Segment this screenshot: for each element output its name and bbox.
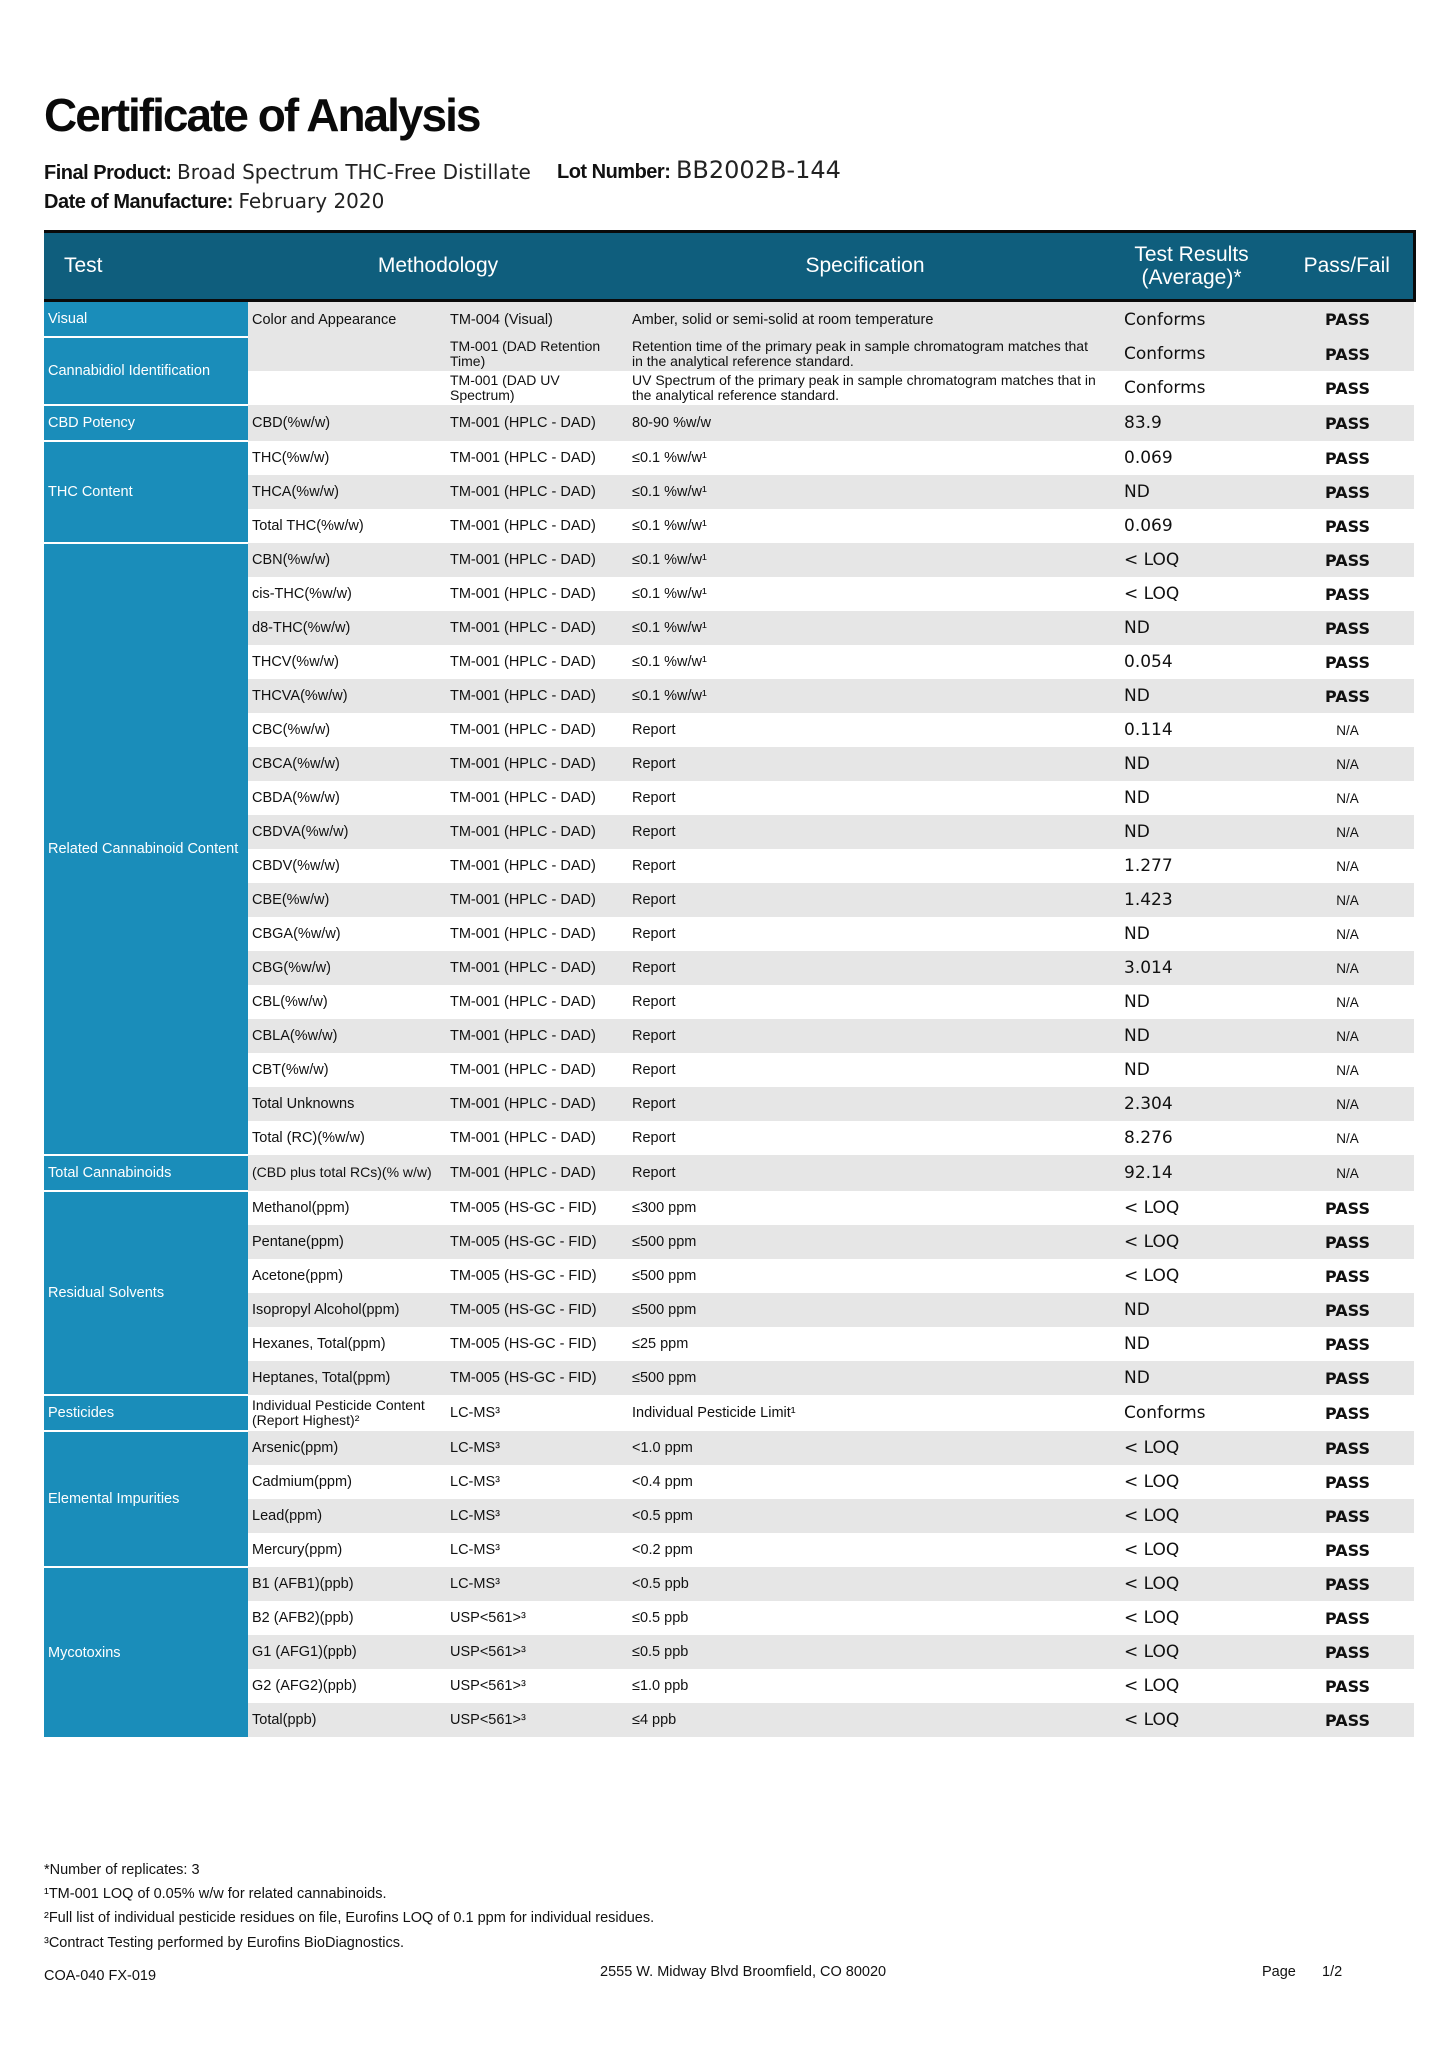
test-result: 0.054 — [1124, 652, 1173, 672]
category-label: Related Cannabinoid Content — [44, 543, 248, 1155]
col-test: Test — [44, 232, 248, 301]
table-row — [44, 1191, 1414, 1225]
category-label: Elemental Impurities — [44, 1431, 248, 1567]
specification: ≤500 ppm — [628, 1225, 1102, 1259]
pass-fail: PASS — [1325, 448, 1370, 468]
test-item — [248, 337, 446, 371]
test-result: < LOQ — [1102, 1635, 1281, 1669]
test-item: Total(ppb) — [248, 1703, 446, 1737]
pass-fail: PASS — [1325, 1334, 1370, 1354]
test-item: THC(%w/w) — [252, 450, 330, 466]
method: TM-001 (HPLC - DAD) — [446, 611, 628, 645]
method: TM-005 (HS-GC - FID) — [446, 1361, 628, 1395]
category-label: CBD Potency — [44, 405, 248, 441]
test-item: Color and Appearance — [248, 301, 446, 338]
table-row — [44, 1087, 1414, 1121]
specification: ≤25 ppm — [632, 1336, 689, 1352]
method: TM-001 (HPLC - DAD) — [450, 586, 596, 602]
method: TM-001 (HPLC - DAD) — [446, 1155, 628, 1191]
test-item: Isopropyl Alcohol(ppm) — [248, 1293, 446, 1327]
table-row — [44, 747, 1414, 781]
method: TM-001 (HPLC - DAD) — [446, 747, 628, 781]
test-result: 8.276 — [1124, 1128, 1173, 1148]
test-item: Individual Pesticide Content (Report Highest)² — [252, 1396, 425, 1428]
table-row — [44, 1327, 1414, 1361]
specification: Report — [628, 951, 1102, 985]
method: TM-001 (HPLC - DAD) — [450, 790, 596, 806]
test-item: THCV(%w/w) — [252, 654, 339, 670]
table-row — [44, 645, 1414, 679]
table-row — [44, 815, 1414, 849]
table-row — [44, 405, 1414, 441]
lot-number — [557, 156, 841, 184]
col-pass-fail: Pass/Fail — [1281, 232, 1414, 301]
method: LC-MS³ — [446, 1499, 628, 1533]
test-item: cis-THC(%w/w) — [252, 586, 352, 602]
table-row — [44, 441, 1414, 475]
test-result: ND — [1124, 992, 1150, 1012]
analysis-table — [44, 230, 1416, 1737]
col-specification: Specification — [628, 232, 1102, 301]
method: USP<561>³ — [446, 1635, 628, 1669]
test-result: < LOQ — [1102, 1703, 1281, 1737]
document-title: Certificate of Analysis — [44, 89, 480, 141]
specification: Retention time of the primary peak in sample chromatogram matches that in the analytical reference standard. — [628, 337, 1102, 371]
test-item: Acetone(ppm) — [252, 1268, 344, 1284]
specification: Report — [628, 1087, 1102, 1121]
test-item: CBCA(%w/w) — [248, 747, 446, 781]
test-result: < LOQ — [1124, 1676, 1180, 1696]
table-row — [44, 611, 1414, 645]
test-item: (CBD plus total RCs)(% w/w) — [248, 1155, 446, 1191]
note-replicates: *Number of replicates: 3 — [44, 1862, 200, 1878]
specification: ≤500 ppm — [628, 1293, 1102, 1327]
specification: ≤0.1 %w/w¹ — [632, 518, 707, 534]
table-row — [44, 1431, 1414, 1465]
category-label: Visual — [44, 301, 248, 338]
method: TM-001 (HPLC - DAD) — [450, 1062, 596, 1078]
method: TM-001 (HPLC - DAD) — [446, 951, 628, 985]
specification: ≤500 ppm — [632, 1268, 697, 1284]
test-result: < LOQ — [1124, 1472, 1180, 1492]
table-row — [44, 781, 1414, 815]
test-result: 1.423 — [1102, 883, 1281, 917]
note-3: ³Contract Testing performed by Eurofins BioDiagnostics. — [44, 1935, 404, 1951]
method: TM-005 (HS-GC - FID) — [450, 1200, 597, 1216]
pass-fail: PASS — [1281, 1361, 1414, 1395]
test-item: B2 (AFB2)(ppb) — [252, 1610, 354, 1626]
date-label: Date of Manufacture: — [44, 191, 233, 213]
test-result: < LOQ — [1124, 1540, 1180, 1560]
pass-fail: N/A — [1336, 994, 1359, 1010]
test-item: Lead(ppm) — [248, 1499, 446, 1533]
pass-fail: PASS — [1325, 1540, 1370, 1560]
test-item: B1 (AFB1)(ppb) — [248, 1567, 446, 1601]
test-item: CBC(%w/w) — [252, 722, 331, 738]
specification: Report — [632, 994, 676, 1010]
table-row — [44, 1259, 1414, 1293]
test-result: < LOQ — [1102, 543, 1281, 577]
test-item: Methanol(ppm) — [252, 1200, 350, 1216]
pass-fail: PASS — [1325, 1676, 1370, 1696]
specification: ≤1.0 ppb — [632, 1678, 689, 1694]
test-item: CBDV(%w/w) — [252, 858, 340, 874]
pass-fail: PASS — [1281, 1499, 1414, 1533]
pass-fail: PASS — [1325, 378, 1370, 398]
test-result: ND — [1124, 924, 1150, 944]
table-row — [44, 1053, 1414, 1087]
specification: Report — [628, 1019, 1102, 1053]
specification: Report — [632, 790, 676, 806]
specification: Report — [628, 1155, 1102, 1191]
test-result: ND — [1124, 1060, 1150, 1080]
pass-fail: PASS — [1325, 1608, 1370, 1628]
form-id: COA-040 FX-019 — [44, 1968, 157, 1984]
method: TM-001 (HPLC - DAD) — [450, 654, 596, 670]
method: LC-MS³ — [450, 1474, 500, 1490]
category-label: Mycotoxins — [44, 1567, 248, 1737]
test-item: CBGA(%w/w) — [252, 926, 341, 942]
test-item: CBE(%w/w) — [248, 883, 446, 917]
test-item: CBN(%w/w) — [248, 543, 446, 577]
table-row — [44, 1601, 1414, 1635]
test-result: 83.9 — [1102, 405, 1281, 441]
table-row — [44, 713, 1414, 747]
pass-fail: N/A — [1336, 1130, 1359, 1146]
table-row — [44, 1395, 1414, 1431]
table-row — [44, 1499, 1414, 1533]
specification: Amber, solid or semi-solid at room temperature — [628, 301, 1102, 338]
test-result: < LOQ — [1124, 1198, 1180, 1218]
method: LC-MS³ — [446, 1431, 628, 1465]
test-result: 3.014 — [1102, 951, 1281, 985]
method: LC-MS³ — [450, 1542, 500, 1558]
method: TM-001 (HPLC - DAD) — [446, 679, 628, 713]
table-row — [44, 985, 1414, 1019]
pass-fail: PASS — [1325, 1472, 1370, 1492]
specification: Report — [632, 858, 676, 874]
specification: ≤4 ppb — [628, 1703, 1102, 1737]
pass-fail: N/A — [1336, 926, 1359, 942]
col-methodology: Methodology — [248, 232, 628, 301]
method: TM-004 (Visual) — [446, 301, 628, 338]
pass-fail: PASS — [1325, 1403, 1370, 1423]
page-label: Page — [1262, 1964, 1296, 1980]
test-result: 92.14 — [1102, 1155, 1281, 1191]
pass-fail: N/A — [1281, 1087, 1414, 1121]
test-item — [248, 371, 446, 405]
test-result: ND — [1102, 747, 1281, 781]
table-row — [44, 577, 1414, 611]
method: TM-001 (HPLC - DAD) — [446, 883, 628, 917]
specification: <0.4 ppm — [632, 1474, 693, 1490]
note-1: ¹TM-001 LOQ of 0.05% w/w for related cannabinoids. — [44, 1886, 387, 1902]
method: TM-001 (HPLC - DAD) — [450, 858, 596, 874]
test-result: Conforms — [1102, 301, 1281, 338]
pass-fail: PASS — [1281, 405, 1414, 441]
date-value: February 2020 — [238, 189, 385, 213]
table-row — [44, 1361, 1414, 1395]
specification: ≤0.1 %w/w¹ — [632, 654, 707, 670]
specification: <0.2 ppm — [632, 1542, 693, 1558]
table-row — [44, 1155, 1414, 1191]
test-item: Pentane(ppm) — [248, 1225, 446, 1259]
method: LC-MS³ — [450, 1405, 500, 1421]
page-number: 1/2 — [1322, 1964, 1343, 1980]
test-item: G2 (AFG2)(ppb) — [252, 1678, 357, 1694]
test-result: ND — [1102, 1361, 1281, 1395]
method: TM-001 (DAD UV Spectrum) — [450, 371, 560, 403]
specification: 80-90 %w/w — [628, 405, 1102, 441]
table-row — [44, 1533, 1414, 1567]
test-item: THCVA(%w/w) — [248, 679, 446, 713]
method: TM-001 (HPLC - DAD) — [446, 1019, 628, 1053]
footer-address: 2555 W. Midway Blvd Broomfield, CO 80020 — [600, 1964, 887, 1980]
category-label: Cannabidiol Identification — [44, 337, 248, 405]
test-result: Conforms — [1124, 378, 1206, 398]
pass-fail: N/A — [1336, 722, 1359, 738]
pass-fail: N/A — [1281, 747, 1414, 781]
table-row — [44, 301, 1414, 338]
table-row — [44, 337, 1414, 371]
table-row — [44, 543, 1414, 577]
final-product — [44, 160, 531, 185]
test-result: ND — [1102, 815, 1281, 849]
method: TM-001 (HPLC - DAD) — [450, 926, 596, 942]
pass-fail: PASS — [1281, 1703, 1414, 1737]
test-result: ND — [1102, 1019, 1281, 1053]
test-result: < LOQ — [1124, 1608, 1180, 1628]
test-result: < LOQ — [1102, 1431, 1281, 1465]
pass-fail: PASS — [1281, 337, 1414, 371]
method: LC-MS³ — [446, 1567, 628, 1601]
method: USP<561>³ — [450, 1678, 526, 1694]
test-result: ND — [1102, 475, 1281, 509]
test-result: < LOQ — [1124, 1266, 1180, 1286]
pass-fail: N/A — [1281, 1019, 1414, 1053]
method: TM-005 (HS-GC - FID) — [446, 1225, 628, 1259]
pass-fail: N/A — [1281, 951, 1414, 985]
category-label: Residual Solvents — [44, 1191, 248, 1395]
method: USP<561>³ — [450, 1610, 526, 1626]
method: TM-001 (HPLC - DAD) — [446, 405, 628, 441]
test-item: CBL(%w/w) — [252, 994, 328, 1010]
method: TM-005 (HS-GC - FID) — [450, 1336, 597, 1352]
pass-fail: PASS — [1325, 652, 1370, 672]
method: TM-001 (HPLC - DAD) — [446, 543, 628, 577]
method: TM-005 (HS-GC - FID) — [446, 1293, 628, 1327]
table-row — [44, 1225, 1414, 1259]
test-item: d8-THC(%w/w) — [248, 611, 446, 645]
pass-fail: N/A — [1336, 1062, 1359, 1078]
specification: Report — [628, 883, 1102, 917]
table-row — [44, 1293, 1414, 1327]
pass-fail: N/A — [1281, 883, 1414, 917]
pass-fail: PASS — [1281, 1567, 1414, 1601]
table-row — [44, 509, 1414, 543]
test-item: CBG(%w/w) — [248, 951, 446, 985]
pass-fail: PASS — [1281, 679, 1414, 713]
specification: ≤0.1 %w/w¹ — [628, 543, 1102, 577]
pass-fail: N/A — [1336, 858, 1359, 874]
specification: ≤500 ppm — [628, 1361, 1102, 1395]
test-result: Conforms — [1102, 337, 1281, 371]
specification: ≤0.5 ppb — [632, 1610, 689, 1626]
specification: Report — [628, 747, 1102, 781]
test-result: ND — [1102, 679, 1281, 713]
test-result: Conforms — [1124, 1403, 1206, 1423]
method: TM-001 (HPLC - DAD) — [450, 722, 596, 738]
test-result: ND — [1102, 1293, 1281, 1327]
pass-fail: PASS — [1281, 1293, 1414, 1327]
note-2: ²Full list of individual pesticide residues on file, Eurofins LOQ of 0.1 ppm for individual residues. — [44, 1910, 655, 1926]
pass-fail: PASS — [1281, 475, 1414, 509]
test-item: CBD(%w/w) — [248, 405, 446, 441]
table-row — [44, 849, 1414, 883]
table-header — [44, 232, 1414, 301]
test-item: CBDA(%w/w) — [252, 790, 340, 806]
category-label: THC Content — [44, 441, 248, 543]
method: TM-001 (HPLC - DAD) — [446, 1087, 628, 1121]
table-row — [44, 1703, 1414, 1737]
specification: <0.5 ppm — [628, 1499, 1102, 1533]
table-body — [44, 301, 1414, 1738]
test-result: 0.114 — [1124, 720, 1173, 740]
specification: Report — [632, 722, 676, 738]
test-result: ND — [1124, 1334, 1150, 1354]
method: TM-001 (HPLC - DAD) — [450, 1130, 596, 1146]
specification: Individual Pesticide Limit¹ — [632, 1405, 796, 1421]
test-result: 1.277 — [1124, 856, 1173, 876]
method: TM-001 (DAD Retention Time) — [446, 337, 628, 371]
test-result: 2.304 — [1102, 1087, 1281, 1121]
specification: ≤0.1 %w/w¹ — [632, 586, 707, 602]
table-row — [44, 1019, 1414, 1053]
pass-fail: PASS — [1325, 516, 1370, 536]
test-result: < LOQ — [1102, 1499, 1281, 1533]
test-item: Cadmium(ppm) — [252, 1474, 352, 1490]
pass-fail: PASS — [1281, 1635, 1414, 1669]
lot-number-label: Lot Number: — [557, 161, 671, 183]
test-item: CBT(%w/w) — [252, 1062, 329, 1078]
specification: Report — [632, 926, 676, 942]
test-item: THCA(%w/w) — [248, 475, 446, 509]
specification: ≤0.1 %w/w¹ — [628, 679, 1102, 713]
method: TM-001 (HPLC - DAD) — [446, 815, 628, 849]
pass-fail: N/A — [1281, 1155, 1414, 1191]
specification: ≤0.1 %w/w¹ — [628, 475, 1102, 509]
specification: <0.5 ppb — [628, 1567, 1102, 1601]
specification: UV Spectrum of the primary peak in sample chromatogram matches that in the analytical reference standard. — [632, 371, 1096, 403]
pass-fail: PASS — [1281, 543, 1414, 577]
category-label: Total Cannabinoids — [44, 1155, 248, 1191]
date-of-manufacture — [44, 189, 384, 214]
test-item: CBLA(%w/w) — [248, 1019, 446, 1053]
final-product-label: Final Product: — [44, 162, 172, 184]
test-item: Total THC(%w/w) — [252, 518, 364, 534]
pass-fail: PASS — [1281, 301, 1414, 338]
test-item: Hexanes, Total(ppm) — [252, 1336, 386, 1352]
specification: Report — [628, 815, 1102, 849]
test-item: Heptanes, Total(ppm) — [248, 1361, 446, 1395]
method: TM-001 (HPLC - DAD) — [450, 518, 596, 534]
table-row — [44, 1669, 1414, 1703]
table-row — [44, 1567, 1414, 1601]
test-result: < LOQ — [1102, 1225, 1281, 1259]
specification: Report — [632, 1062, 676, 1078]
table-row — [44, 917, 1414, 951]
pass-fail: PASS — [1325, 1198, 1370, 1218]
pass-fail: N/A — [1336, 790, 1359, 806]
table-row — [44, 883, 1414, 917]
table-row — [44, 951, 1414, 985]
specification: Report — [632, 1130, 676, 1146]
test-item: Total (RC)(%w/w) — [252, 1130, 365, 1146]
method: TM-001 (HPLC - DAD) — [446, 475, 628, 509]
test-item: CBDVA(%w/w) — [248, 815, 446, 849]
method: TM-005 (HS-GC - FID) — [450, 1268, 597, 1284]
pass-fail: PASS — [1325, 1266, 1370, 1286]
test-result: < LOQ — [1102, 1567, 1281, 1601]
table-row — [44, 371, 1414, 405]
table-row — [44, 1465, 1414, 1499]
test-result: 0.069 — [1124, 516, 1173, 536]
method: TM-001 (HPLC - DAD) — [450, 450, 596, 466]
table-row — [44, 679, 1414, 713]
method: TM-001 (HPLC - DAD) — [450, 994, 596, 1010]
pass-fail: N/A — [1281, 815, 1414, 849]
col-results: Test Results (Average)* — [1102, 232, 1281, 301]
test-item: G1 (AFG1)(ppb) — [248, 1635, 446, 1669]
final-product-value: Broad Spectrum THC-Free Distillate — [177, 160, 531, 184]
table-row — [44, 475, 1414, 509]
pass-fail: PASS — [1281, 1431, 1414, 1465]
specification: <1.0 ppm — [628, 1431, 1102, 1465]
test-result: ND — [1124, 788, 1150, 808]
test-result: 0.069 — [1124, 448, 1173, 468]
method: USP<561>³ — [446, 1703, 628, 1737]
pass-fail: PASS — [1325, 584, 1370, 604]
category-label: Pesticides — [44, 1395, 248, 1431]
pass-fail: PASS — [1281, 1225, 1414, 1259]
test-item: Arsenic(ppm) — [248, 1431, 446, 1465]
test-result: ND — [1102, 611, 1281, 645]
table-row — [44, 1635, 1414, 1669]
specification: ≤0.1 %w/w¹ — [632, 450, 707, 466]
lot-number-value: BB2002B-144 — [675, 156, 841, 184]
table-row — [44, 1121, 1414, 1155]
pass-fail: PASS — [1281, 611, 1414, 645]
specification: ≤0.5 ppb — [628, 1635, 1102, 1669]
specification: ≤300 ppm — [632, 1200, 697, 1216]
test-result: < LOQ — [1124, 584, 1180, 604]
specification: ≤0.1 %w/w¹ — [628, 611, 1102, 645]
test-item: Total Unknowns — [248, 1087, 446, 1121]
test-item: Mercury(ppm) — [252, 1542, 343, 1558]
